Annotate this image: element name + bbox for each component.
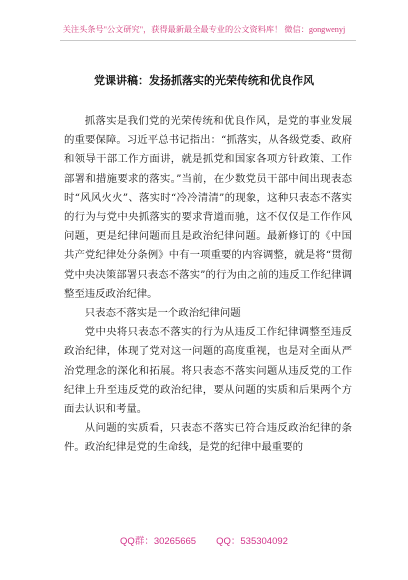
footer-qq-number: QQ：535304092 [216,536,288,547]
footer-contact [0,533,408,547]
document-body [64,112,352,458]
document-title: 党课讲稿：发扬抓落实的光荣传统和优良作风 [94,74,314,87]
header-divider [60,40,356,41]
footer-qq-group: QQ群：30265665 [120,536,197,547]
paragraph-1: 抓落实是我们党的光荣传统和优良作风，是党的事业发展的重要保障。习近平总书记指出：“抓落实，从各级党委、政府和领导干部工作方面讲，就是抓党和国家各项方针政策、工作部署和措施要求的落实。”当前，在少数党员干部中间出现表态时“风风火火”、落实时“冷冷清清”的现象，这种只表态不落实的行为与党中央抓落实的要求背道而驰，这不仅仅是工作作风问题，更是纪律问题而且是政治纪律问题。最新修订的《中国共产党纪律处分条例》中有一项重要的内容调整，就是将“贯彻党中央决策部署只表态不落实”的行为由之前的违反工作纪律调整至违反政治纪律。 [64,115,352,300]
paragraph-3: 从问题的实质看，只表态不落实已符合违反政治纪律的条件。政治纪律是党的生命线，是党的纪律中最重要的 [64,422,352,454]
section-subheading: 只表态不落实是一个政治纪律问题 [84,307,241,320]
paragraph-2: 党中央将只表态不落实的行为从违反工作纪律调整至违反政治纪律，体现了党对这一问题的高度重视，也是对全面从严治党理念的深化和拓展。将只表态不落实问题从违反党的工作纪律上升至违反党的政治纪律，要从问题的实质和后果两个方面去认识和考量。 [64,326,352,416]
header-banner: 关注头条号"公文研究"，获得最新最全最专业的公文资料库！ 微信：gongwenyj [62,25,346,34]
